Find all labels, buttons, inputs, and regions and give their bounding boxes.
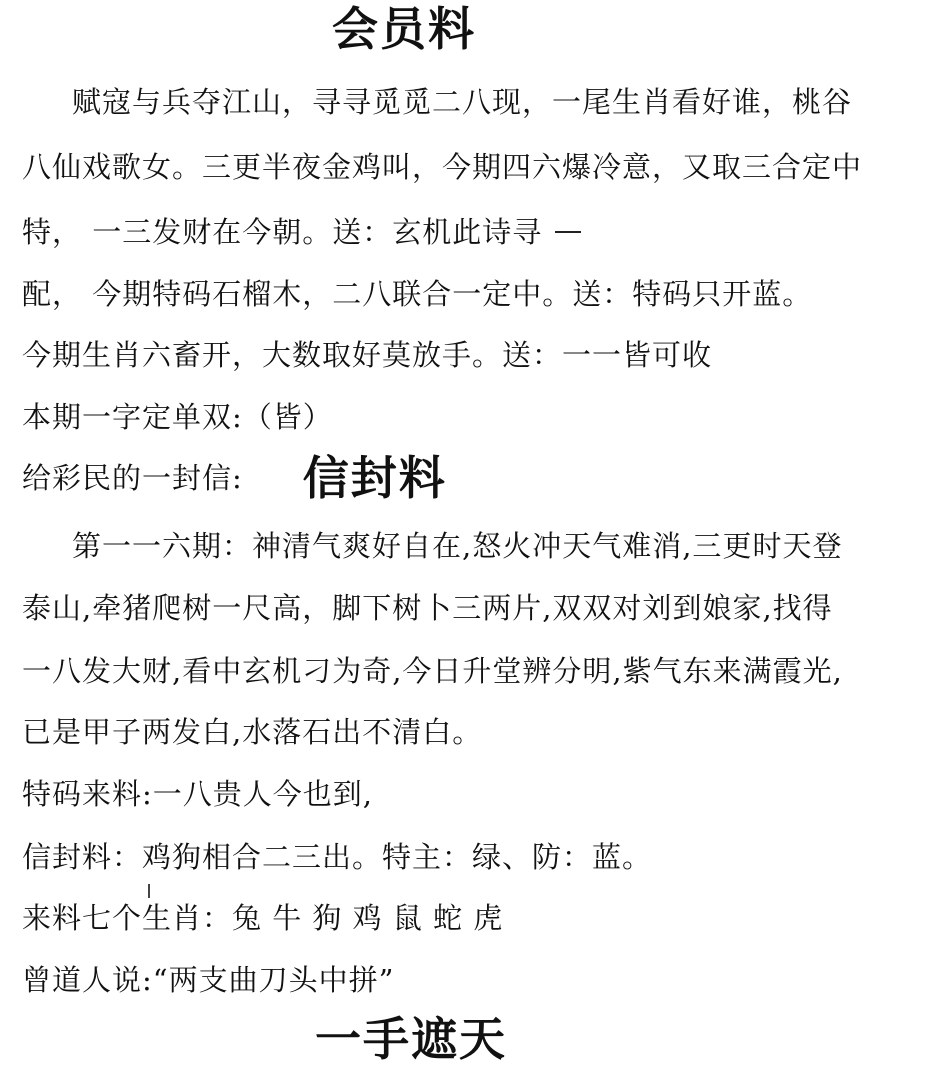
envelope-tips-line: 信封料：鸡狗相合二三出。特主：绿、防：蓝。 [22,840,653,874]
issue-line-1: 第一一六期：神清气爽好自在,怒火冲天气难消,三更时天登 [72,529,843,563]
letter-label: 给彩民的一封信: [22,461,243,495]
poem-line-1: 赋寇与兵夺江山，寻寻觅觅二八现，一尾生肖看好谁，桃谷 [72,85,853,119]
poem-line-2: 八仙戏歌女。三更半夜金鸡叫，今期四六爆冷意，又取三合定中 [22,150,863,184]
title-member-tips: 会员料 [332,2,476,56]
single-double-line: 本期一字定单双:（皆） [22,400,333,434]
scan-dash-mark [555,231,581,233]
scan-speck [148,884,150,898]
title-envelope-tips: 信封料 [302,451,447,505]
letter-line [22,451,447,505]
issue-line-2: 泰山,牵猪爬树一尺高，脚下树卜三两片,双双对刘到娘家,找得 [22,591,833,625]
issue-line-4: 已是甲子两发白,水落石出不清白。 [22,715,483,749]
poem-line-3: 特， 一三发财在今朝。送：玄机此诗寻 [22,215,543,249]
title-one-hand: 一手遮天 [315,1012,507,1066]
zodiac-list-line: 来料七个生肖：兔 牛 狗 鸡 鼠 蛇 虎 [22,901,504,935]
special-code-line: 特码来料:一八贵人今也到, [22,777,373,811]
poem-line-4: 配， 今期特码石榴木，二八联合一定中。送：特码只开蓝。 [22,277,813,311]
issue-line-3: 一八发大财,看中玄机刁为奇,今日升堂辨分明,紫气东来满霞光, [22,654,843,688]
poem-line-5: 今期生肖六畜开，大数取好莫放手。送：一一皆可收 [22,338,713,372]
quote-line: 曾道人说:“两支曲刀头中拼” [22,963,395,997]
